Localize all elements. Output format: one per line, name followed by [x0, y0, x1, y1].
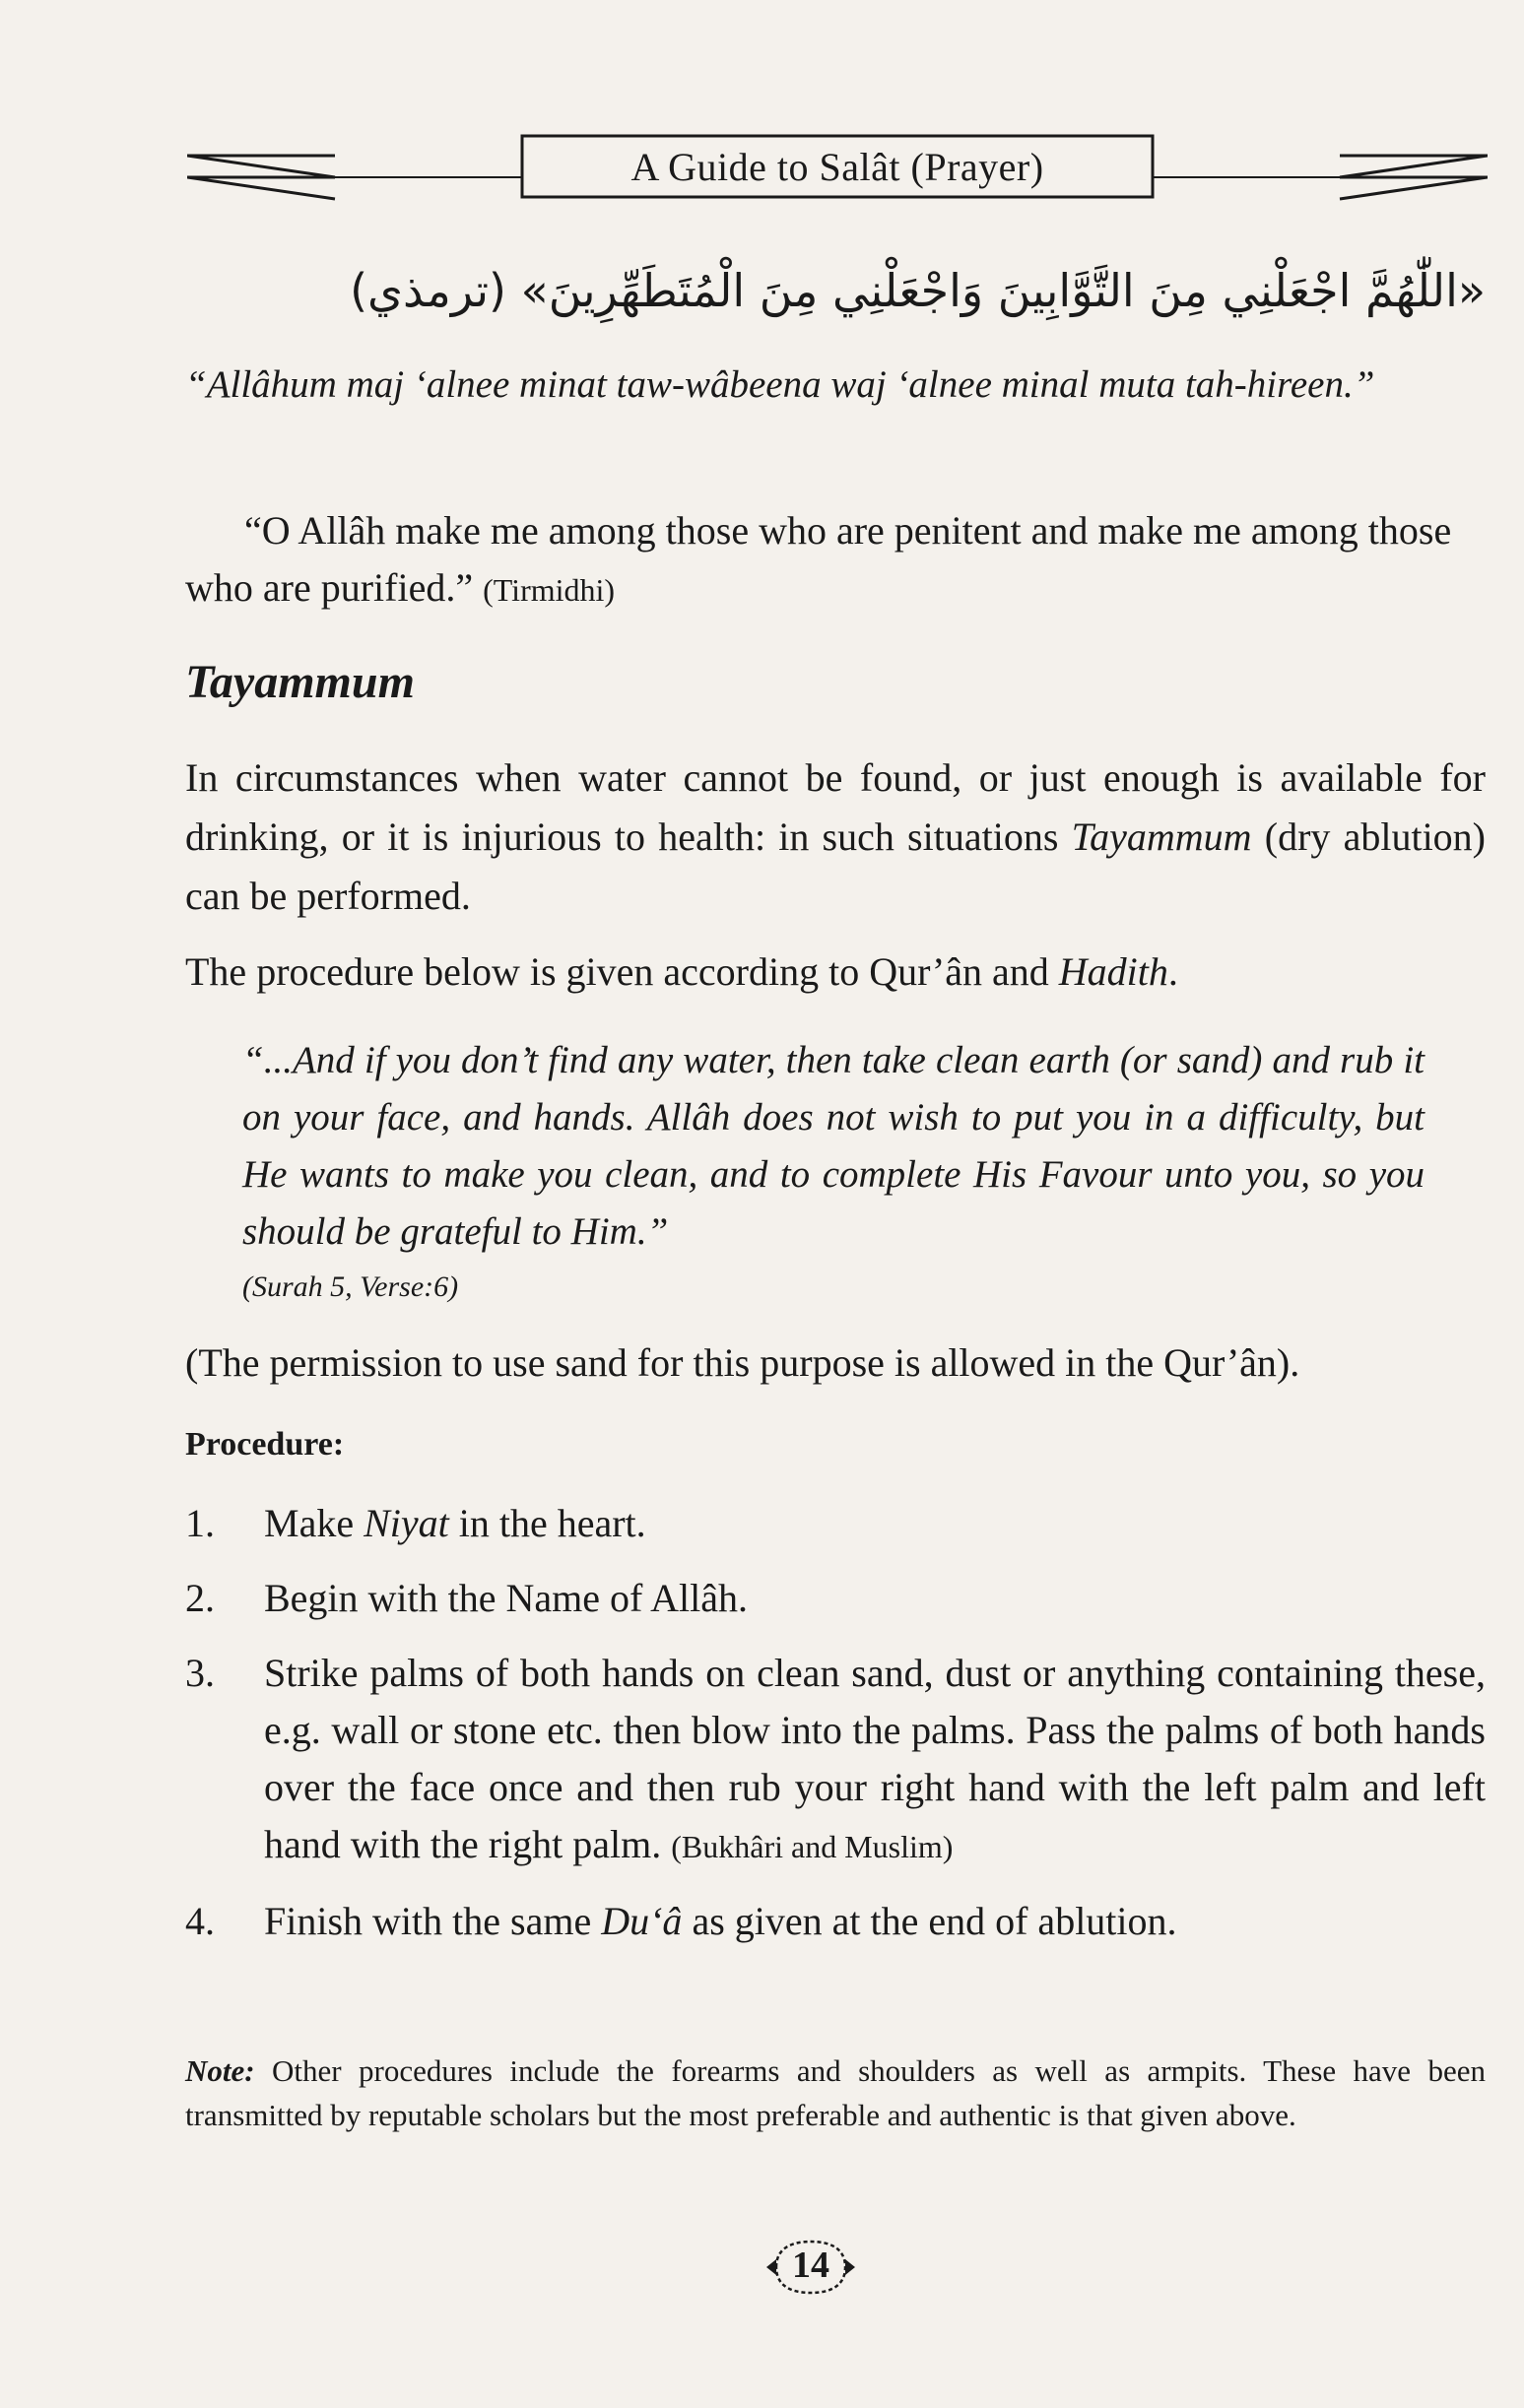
step-number: 4. — [185, 1899, 215, 1943]
step-term: Du‘â — [601, 1899, 683, 1943]
step-text: Begin with the Name of Allâh. — [264, 1576, 749, 1620]
running-header — [187, 126, 1488, 215]
paragraph-procedure-source — [185, 944, 1486, 1001]
paragraph-term: Hadith — [1058, 949, 1168, 994]
section-heading: Tayammum — [185, 656, 415, 708]
procedure-heading: Procedure: — [185, 1426, 345, 1463]
list-item — [185, 1495, 1486, 1552]
step-text: as given at the end of ablution. — [682, 1899, 1177, 1943]
step-reference: (Bukhâri and Muslim) — [671, 1829, 954, 1864]
list-item — [185, 1570, 1486, 1627]
quran-quote: “...And if you don’t find any water, then take clean earth (or sand) and rub it on your face, and hands. Allâh does not wish to put you in a difficulty, but He wants to make you clean, and to complete His Favour unto you, so you should be grateful to Him.” — [242, 1039, 1425, 1253]
header-title: A Guide to Salât (Prayer) — [630, 145, 1044, 189]
note-label: Note: — [185, 2053, 255, 2088]
step-text: Finish with the same — [264, 1899, 602, 1943]
list-item — [185, 1645, 1486, 1875]
step-number: 2. — [185, 1576, 215, 1620]
page-number — [766, 2236, 855, 2299]
step-number: 3. — [185, 1651, 215, 1695]
paragraph-text: (dry ablution) can be performed. — [185, 814, 1486, 918]
page-number-text: 14 — [792, 2245, 829, 2286]
dua-transliteration: “Allâhum maj ‘alnee minat taw-wâbeena waj ‘alnee minal muta tah-hireen.” — [185, 363, 1375, 406]
paragraph-circumstances — [185, 748, 1486, 926]
footnote — [185, 2049, 1486, 2137]
dua-reference: (Tirmidhi) — [483, 572, 616, 608]
dua-translation-text: “O Allâh make me among those who are penitent and make me among those who are purified.” — [185, 508, 1452, 610]
step-number: 1. — [185, 1501, 215, 1545]
quran-reference: (Surah 5, Verse:6) — [242, 1270, 459, 1303]
paragraph-term: Tayammum — [1071, 814, 1252, 859]
paragraph-text: In circumstances when water cannot be found, or just enough is available for drinking, or it is injurious to health: in such situations — [185, 755, 1486, 859]
step-text: Make — [264, 1501, 364, 1545]
step-term: Niyat — [364, 1501, 449, 1545]
paragraph-text: . — [1167, 949, 1178, 994]
list-item — [185, 1893, 1486, 1950]
dua-translation — [185, 502, 1486, 618]
note-text: Other procedures include the forearms and shoulders as well as armpits. These have been transmitted by reputable scholars but the most preferable and authentic is that given above. — [185, 2053, 1486, 2132]
paragraph-text: The procedure below is given according to Qur’ân and — [185, 949, 1059, 994]
dua-arabic: «اللّٰهُمَّ اجْعَلْنِي مِنَ التَّوَّابِينَ وَاجْعَلْنِي مِنَ الْمُتَطَهِّرِينَ» (ترمذي) — [350, 264, 1486, 317]
step-text: in the heart. — [448, 1501, 646, 1545]
permission-note: (The permission to use sand for this purpose is allowed in the Qur’ân). — [185, 1340, 1300, 1385]
step-text: Strike palms of both hands on clean sand, dust or anything containing these, e.g. wall or stone etc. then blow into the palms. Pass the palms of both hands over the face once and then rub your right hand with the left palm and left hand with the right palm. — [264, 1651, 1486, 1866]
procedure-steps — [185, 1495, 1486, 1968]
